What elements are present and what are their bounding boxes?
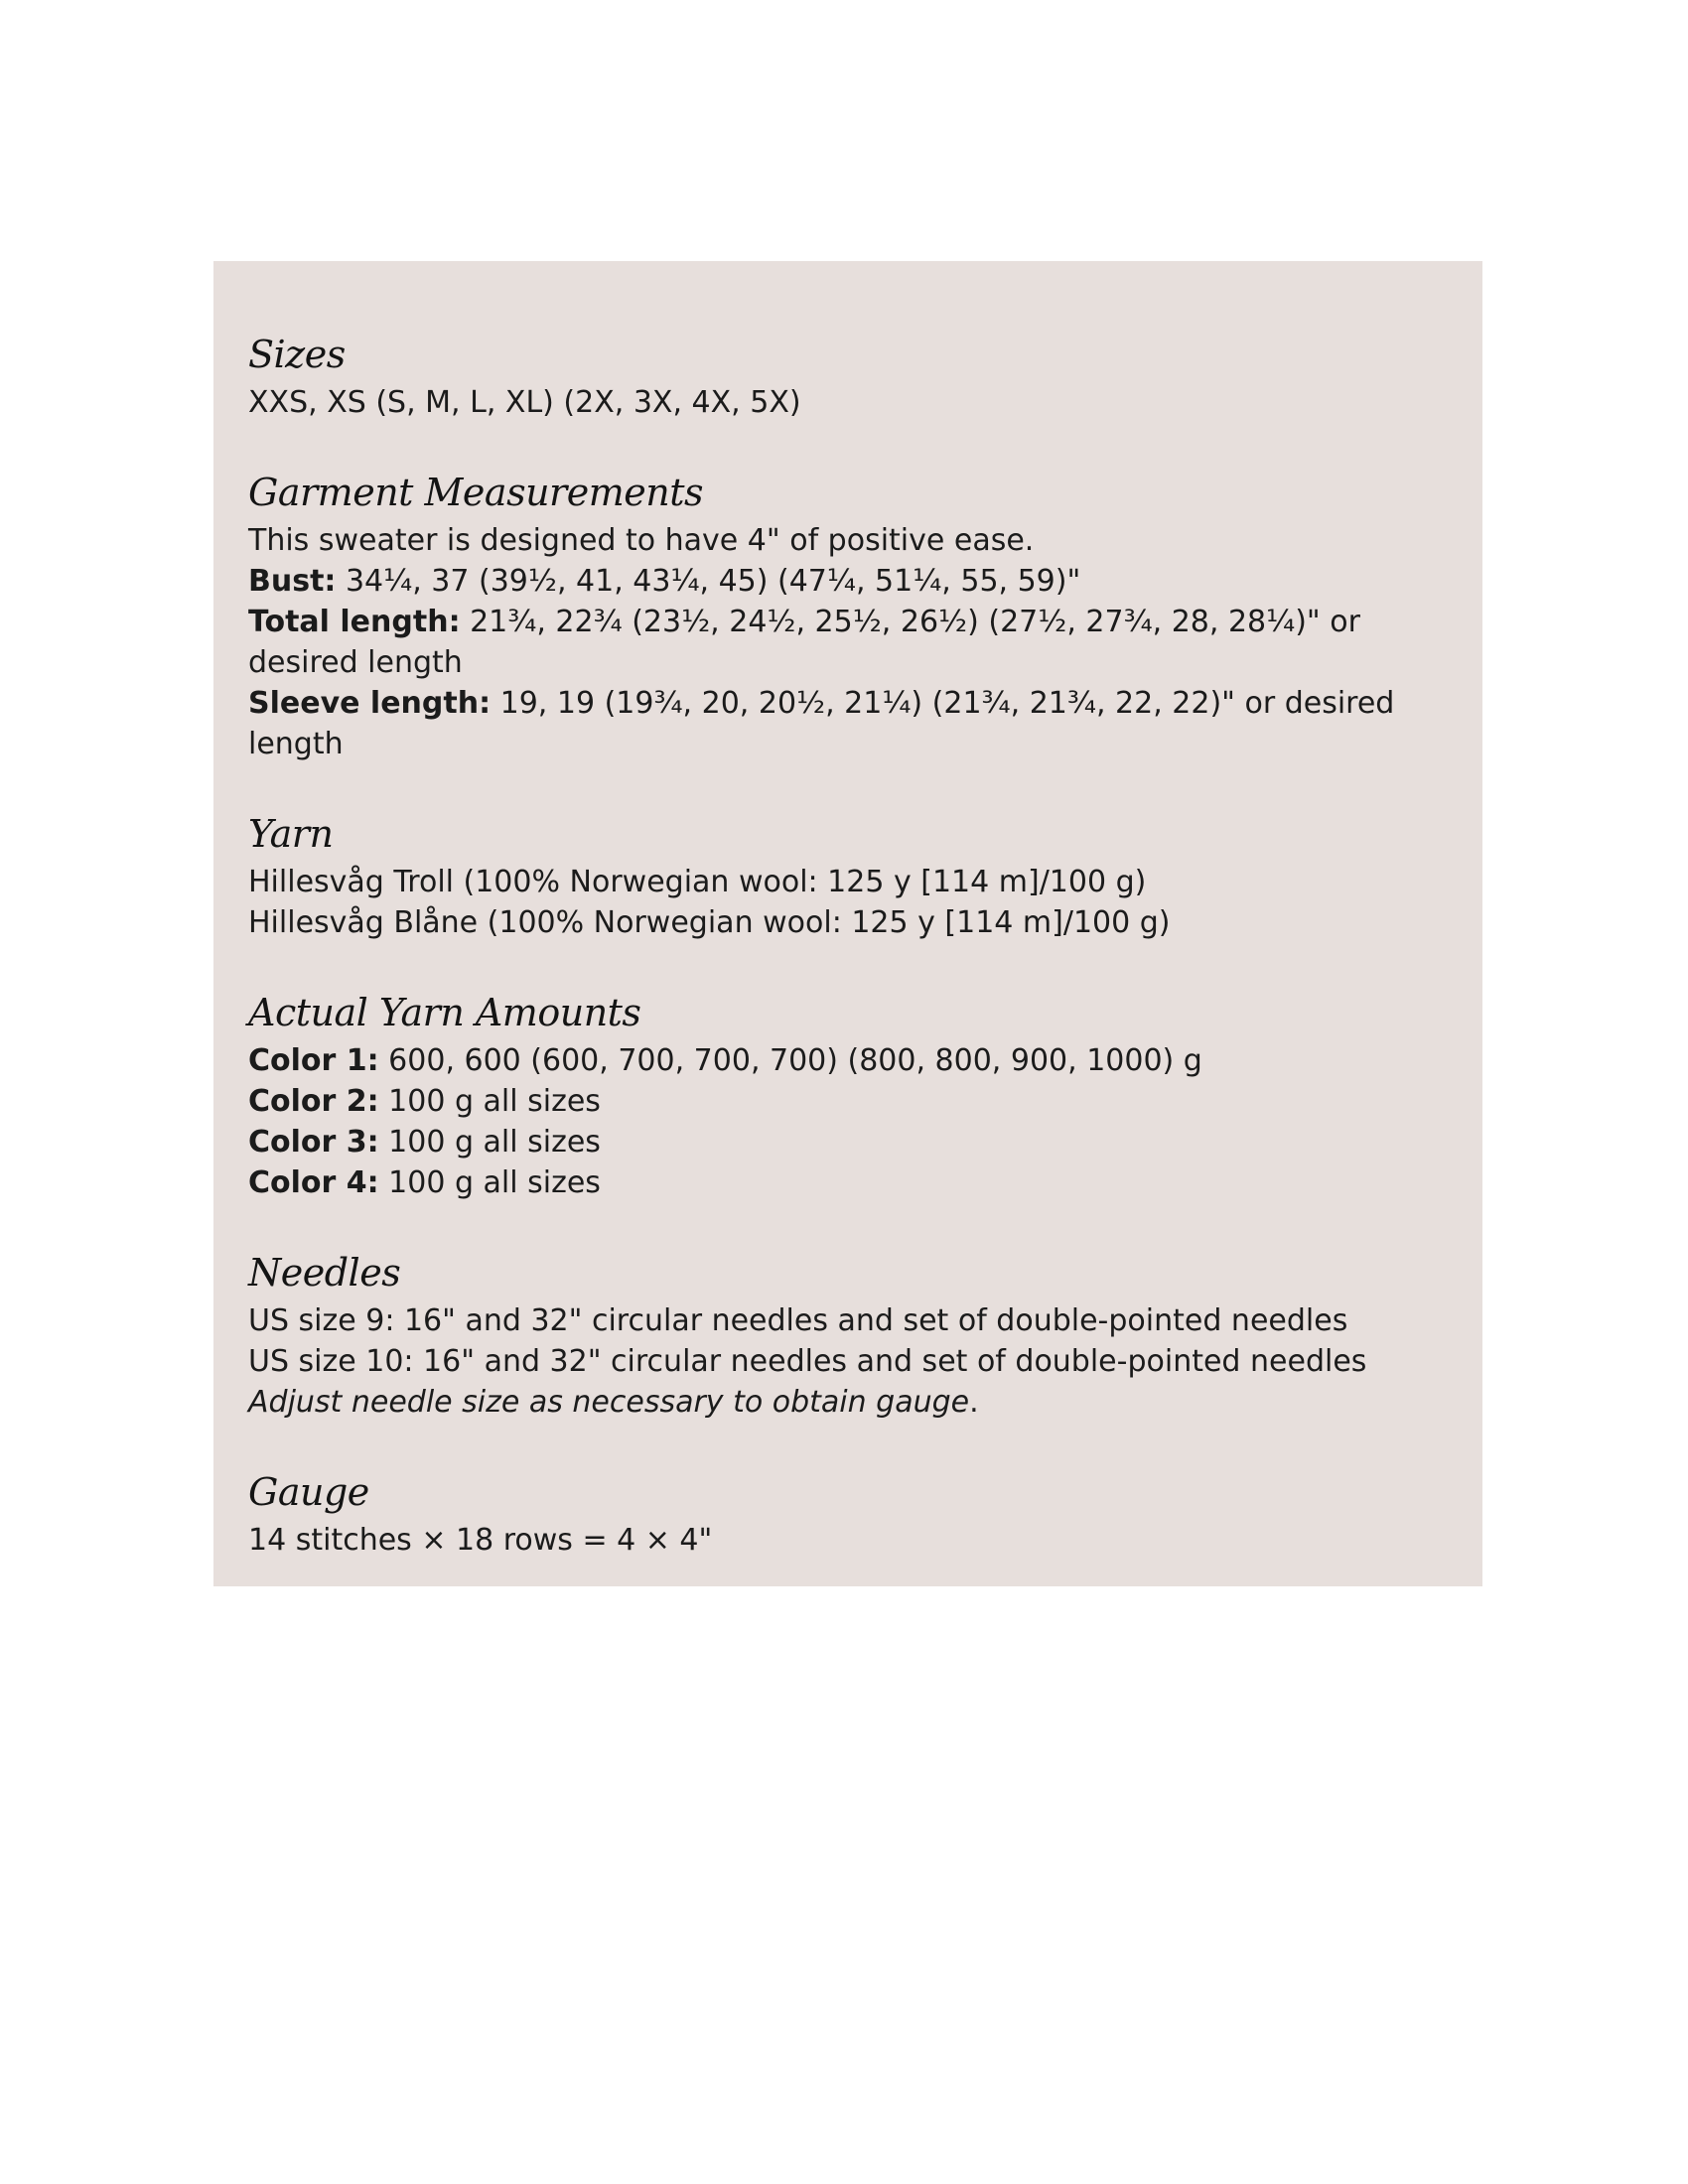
gauge-section bbox=[248, 1468, 1448, 1561]
color-value: 100 g all sizes bbox=[378, 1125, 601, 1160]
yarn-amounts-section bbox=[248, 989, 1448, 1203]
total-length-line bbox=[248, 602, 1448, 683]
color-label: Color 4: bbox=[248, 1165, 379, 1200]
color-value: 100 g all sizes bbox=[378, 1084, 601, 1119]
bust-label: Bust: bbox=[248, 564, 337, 599]
color-value: 100 g all sizes bbox=[378, 1165, 601, 1200]
sleeve-length-label: Sleeve length: bbox=[248, 686, 492, 721]
color-value: 600, 600 (600, 700, 700, 700) (800, 800, 900, 1000) g bbox=[378, 1043, 1202, 1078]
color-label: Color 2: bbox=[248, 1084, 379, 1119]
measurements-section bbox=[248, 469, 1448, 764]
bust-value: 34¼, 37 (39½, 41, 43¼, 45) (47¼, 51¼, 55, 59)" bbox=[336, 564, 1081, 599]
sleeve-length-value: 19, 19 (19¾, 20, 20½, 21¼) (21¾, 21¾, 22, 22)" or desired length bbox=[248, 686, 1395, 761]
color-amount-line bbox=[248, 1122, 1448, 1162]
measurements-intro: This sweater is designed to have 4" of positive ease. bbox=[248, 523, 1035, 558]
needles-section bbox=[248, 1249, 1448, 1423]
color-label: Color 1: bbox=[248, 1043, 379, 1078]
needle-line: US size 10: 16" and 32" circular needles and set of double-pointed needles bbox=[248, 1344, 1367, 1379]
gauge-text: 14 stitches × 18 rows = 4 × 4" bbox=[248, 1523, 713, 1558]
bust-line bbox=[248, 561, 1448, 602]
yarn-line: Hillesvåg Troll (100% Norwegian wool: 125 y [114 m]/100 g) bbox=[248, 865, 1147, 899]
color-amount-line bbox=[248, 1162, 1448, 1203]
gauge-heading: Gauge bbox=[248, 1470, 369, 1514]
yarn-amounts-heading: Actual Yarn Amounts bbox=[248, 991, 641, 1034]
yarn-heading: Yarn bbox=[248, 812, 334, 856]
needle-line: US size 9: 16" and 32" circular needles and set of double-pointed needles bbox=[248, 1303, 1348, 1338]
total-length-label: Total length: bbox=[248, 605, 461, 639]
needle-note bbox=[248, 1382, 1448, 1423]
needle-note-italic: Adjust needle size as necessary to obtain gauge bbox=[248, 1385, 970, 1420]
measurements-heading: Garment Measurements bbox=[248, 471, 703, 514]
yarn-line: Hillesvåg Blåne (100% Norwegian wool: 125 y [114 m]/100 g) bbox=[248, 905, 1171, 940]
yarn-section bbox=[248, 810, 1448, 943]
sizes-heading: Sizes bbox=[248, 333, 346, 376]
sleeve-length-line bbox=[248, 683, 1448, 764]
needle-note-end: . bbox=[969, 1385, 979, 1420]
needles-heading: Needles bbox=[248, 1251, 401, 1295]
color-amount-line bbox=[248, 1081, 1448, 1122]
specs-panel bbox=[213, 261, 1482, 1586]
sizes-text: XXS, XS (S, M, L, XL) (2X, 3X, 4X, 5X) bbox=[248, 385, 801, 420]
color-label: Color 3: bbox=[248, 1125, 379, 1160]
sizes-section bbox=[248, 331, 1448, 423]
color-amount-line bbox=[248, 1040, 1448, 1081]
total-length-value: 21¾, 22¾ (23½, 24½, 25½, 26½) (27½, 27¾, 28, 28¼)" or desired length bbox=[248, 605, 1360, 680]
